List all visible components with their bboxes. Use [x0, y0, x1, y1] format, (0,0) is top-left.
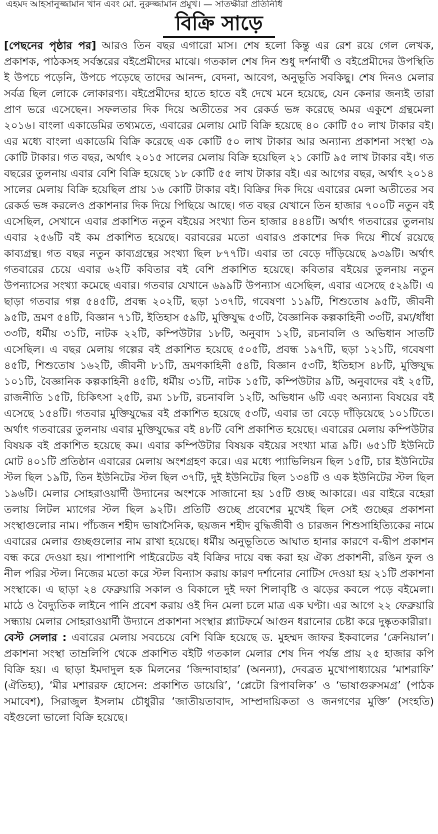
paragraph-text: আরও তিন বছর এগারো মাস। শেষ হলো কিন্তু এর রেশ রয়ে গেল লেখক, প্রকাশক, পাঠকসহ সর্বস্তরের বইপ্রেমীদের মাঝে। গতকাল শেষ দিন শুধু দর্শনার্থী ও বইপ্রেমীদের উপস্থিতি ই উপচে পড়েনি, উপচে পড়েছে তাদের আনন্দ, বেদনা, আবেগ, অনুভূতি সবকিছু। শেষ দিনও মেলার সর্বত্র ছিল লোকে লোকারণ্য। বইপ্রেমীদের হাতে হাতে বই দেখে মনে হয়েছে, যেন কেনার জন্যই তারা প্রাণ ভরে এসেছেন। সফলতার দিক দিয়ে অতীতের সব রেকর্ড ভঙ্গ করেছে অমর একুশে গ্রন্থমেলা ২০১৬। বাংলা একাডেমির তথ্যমতে, এবারের মেলায় মোট বিক্রি হয়েছে ৪০ কোটি ৫০ লাখ টাকার বই। এর মধ্যে বাংলা একাডেমি বিক্রি করেছে এক কোটি ৫০ লাখ টাকার আর অন্যান্য প্রকাশনা সংস্থা ৩৯ কোটি টাকার। গত বছর, অর্থাৎ ২০১৫ সালের মেলায় বিক্রি হয়েছিল ২১ কোটি ৯৫ লাখ টাকার বই। গত বছরের তুলনায় এবার বেশি বিক্রি হয়েছে ১৮ কোটি ৫৫ লাখ টাকার বই। এর আগের বছর, অর্থাৎ ২০১৪ সালের মেলায় বিক্রি হয়েছিল প্রায় ১৬ কোটি টাকার বই। বিক্রির দিক দিয়ে এবারের মেলা অতীতের সব রেকর্ড ভঙ্গ করলেও প্রকাশনার দিক দিয়ে পিছিয়ে আছে। গত বছর যেখানে তিন হাজার ৭০০টি নতুন বই এসেছিল, সেখানে এবার প্রকাশিত নতুন বইয়ের সংখ্যা তিন হাজার ৪৪৪টি। অর্থাৎ গতবারের তুলনায় এবার ২৫৬টি বই কম প্রকাশিত হয়েছে। বরাবরের মতো এবারও প্রকাশের দিক দিয়ে শীর্ষে রয়েছে কাব্যগ্রন্থ। গত বছর নতুন কাব্যগ্রন্থের সংখ্যা ছিল ৮৭৭টি। এবার তা বেড়ে দাঁড়িয়েছে ৯৩৯টি। অর্থাৎ গতবারের চেয়ে এবার ৬২টি কবিতার বই বেশি প্রকাশিত হয়েছে। কবিতার বইয়ের তুলনায় নতুন উপন্যাসের সংখ্যা কমেছে এবার। গতবার যেখানে ৬৯৯টি উপন্যাস এসেছিল, এবার এসেছে ৫২৯টি। এ ছাড়া গতবার গল্প ৫৪৫টি, প্রবন্ধ ২০২টি, ছড়া ১৩৭টি, গবেষণা ১১৯টি, শিশুতোষ ৯৫টি, জীবনী ৯৫টি, ভ্রমণ ৫৪টি, বিজ্ঞান ৭১টি, ইতিহাস ৫৯টি, মুক্তিযুদ্ধ ৫৩টি, বৈজ্ঞানিক কল্পকাহিনী ৩৩টি, রম্য/ধাঁধা ৩৩টি, ধর্মীয় ৩১টি, নাটক ২২টি, কম্পিউটার ১৮টি, অনুবাদ ১২টি, রচনাবলি ও অভিধান সাতটি এসেছিল। এ বছর মেলায় গল্পের বই প্রকাশিত হয়েছে ৫০৫টি, প্রবন্ধ ১৯৭টি, ছড়া ১২১টি, গবেষণা ৪৫টি, শিশুতোষ ১৬২টি, জীবনী ৮১টি, ভ্রমণকাহিনী ৫৪টি, বিজ্ঞান ৫৩টি, ইতিহাস ৪৮টি, মুক্তিযুদ্ধ ১০১টি, বৈজ্ঞানিক কল্পকাহিনী ৪৫টি, ধর্মীয় ৩১টি, নাটক ১৫টি, কম্পিউটার ৯টি, অনুবাদের বই ২৫টি, রাজনীতি ১৫টি, চিকিৎসা ২৫টি, রম্য ১৮টি, রচনাবলি ১২টি, অভিধান ৬টি এবং অন্যান্য বিষয়ের বই এসেছে ১৫৪টি। গতবার মুক্তিযুদ্ধের বই প্রকাশিত হয়েছে ৫৩টি, এবার তা বেড়ে দাঁড়িয়েছে ১০১টিতে। অর্থাৎ গতবারের তুলনায় এবার মুক্তিযুদ্ধের বই ৪৮টি বেশি প্রকাশিত হয়েছে। এবারের মেলায় কম্পিউটার বিষয়ক বই প্রকাশিত হয়েছে কম। এবার কম্পিউটার বিষয়ক বইয়ের সংখ্যা মাত্র ৯টি। ৬৫১টি ইউনিটে মোট ৪০১টি প্রতিষ্ঠান এবারের মেলায় অংশগ্রহণ করে। এর মধ্যে প্যাভিলিয়ন ছিল ১৫টি, চার ইউনিটের স্টল ছিল ১৯টি, তিন ইউনিটের স্টল ছিল ৩৭টি, দুই ইউনিটের ছিল ১৩৪টি ও এক ইউনিটের স্টল ছিল ১৯৬টি। মেলার সোহরাওয়ার্দী উদ্যানের অংশকে সাজানো হয় ১৫টি গুচ্ছ আকারে। এর বাইরে বহেরা তলায় লিটল ম্যাগের স্টল ছিল ৯২টি। প্রতিটি গুচ্ছে প্রবেশের মুখেই ছিল সেই গুচ্ছের প্রকাশনা সংস্থাগুলোর নাম। পাঁচজন শহীদ ভাষাসৈনিক, ছয়জন শহীদ বুদ্ধিজীবী ও চারজন শিশুসাহিত্যিকের নামে এবারের মেলার গুচ্ছগুলোর নাম রাখা হয়েছে। ধর্মীয় অনুভূতিতে আঘাত হানার কারণে ব-দ্বীপ প্রকাশন বন্ধ করে দেওয়া হয়। পাশাপাশি পাইরেটেড বই বিক্রির দায়ে বন্ধ করা হয় ঐক্য প্রকাশনী, রঙিন ফুল ও নীল পরির স্টল। নিজের মতো করে স্টল বিন্যাস করায় কারণ দর্শানোর নোটিস দেওয়া হয় ২১টি প্রকাশনা সংস্থাকে। এ ছাড়া ২৪ ফেব্রুয়ারি সকাল ও বিকালে দুই দফা শিলাবৃষ্টি ও ঝড়ের কবলে পড়ে বইমেলা। মাঠে ও বৈদ্যুতিক লাইনে পানি প্রবেশ করায় ওই দিন মেলা চলে মাত্র এক ঘণ্টা। এর আগে ২২ ফেব্রুয়ারি সন্ধ্যায় মেলার সোহরাওয়ার্দী উদ্যানে প্রকাশনা সংস্থার প্ল্যাটফর্মে আগুন ধরানোর চেষ্টা করে দুষ্কৃতকারীরা। — [4, 40, 434, 628]
headline-block — [0, 10, 438, 36]
article-paragraph-main — [4, 38, 434, 630]
bestseller-subhead: বেস্ট সেলার : — [4, 632, 67, 644]
article-body — [4, 38, 434, 832]
article-headline: বিক্রি সাড়ে — [163, 10, 275, 38]
continuation-marker: [পেছনের পৃষ্ঠার পর] — [4, 40, 97, 52]
paragraph-text: এবারের মেলায় সবচেয়ে বেশি বিক্রি হয়েছে ড. মুহম্মদ জাফর ইকবালের ‘ক্রেনিয়াল’। প্রকাশনা সংস্থা তাম্রলিপি থেকে প্রকাশিত বইটি গতকাল মেলার শেষ দিন পর্যন্ত প্রায় ২৫ হাজার কপি বিক্রি হয়। এ ছাড়া ইমদাদুল হক মিলনের ‘জিন্দাবাহার’ (অনন্যা), দেবব্রত মুখোপাধ্যায়ের ‘মাশরাফি’ (ঐতিহ্য), ‘মীর মশাররফ হোসেন: প্রকাশিত ডায়েরি’, ‘প্লেটো রিপাবলিক’ ও ‘ভাষাগুরুসমগ্র’ (পাঠক সমাবেশ), সিরাজুল ইসলাম চৌধুরীর ‘জাতীয়তাবাদ, সাম্প্রদায়িকতা ও জনগণের মুক্তি’ (সংহতি) বইগুলো ভালো বিক্রি হয়েছে। — [4, 632, 434, 724]
photo-caption-line: এহমদ আহসানুজ্জামান খান এবং মো. নুরুজ্জামান প্রমুখ। — সাতক্ষীরা প্রতিনিধি — [6, 0, 283, 10]
article-paragraph-bestseller — [4, 630, 434, 726]
